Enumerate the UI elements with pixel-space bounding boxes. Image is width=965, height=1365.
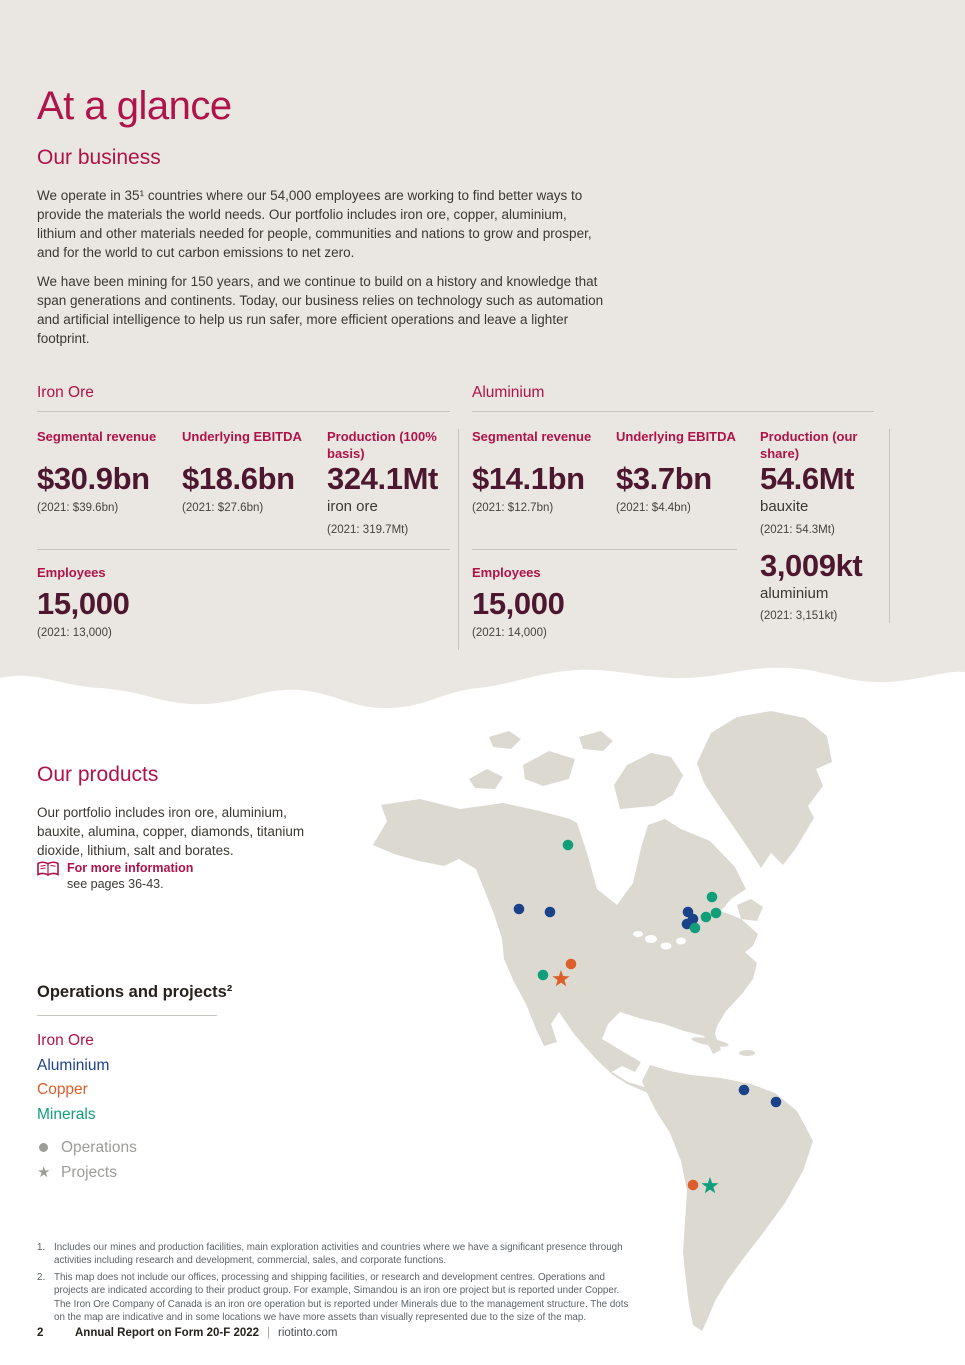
legend-item-copper: Copper <box>37 1081 88 1098</box>
map-marker-operation <box>688 1180 699 1191</box>
map-marker-operation <box>514 904 525 915</box>
business-paragraph-1: We operate in 35¹ countries where our 54,000 employees are working to find better ways to provide the materials the world needs. Our portfolio includes iron ore, copper, aluminium, lithium and other materials needed for people, communities and nations to grow and prosper, and for the world to cut carbon emissions to net zero. <box>37 188 592 261</box>
footer-divider: | <box>267 1327 271 1339</box>
info-link-pages: see pages 36-43. <box>67 876 164 891</box>
footnote-text: Includes our mines and production facilities, main exploration activities and countries where we have a significant presence through activities including research and development, commercial, sales, and corporate functions. <box>54 1242 623 1267</box>
map-marker-operation <box>707 892 718 903</box>
stat-label: Employees <box>472 565 541 580</box>
page-number: 2 <box>37 1327 44 1339</box>
map-marker-operation <box>701 912 712 923</box>
divider <box>472 549 737 550</box>
stat-note: (2021: 54.3Mt) <box>760 523 835 536</box>
stat-note: (2021: $39.6bn) <box>37 502 119 514</box>
stat-label: Employees <box>37 565 106 580</box>
stat-unit: aluminium <box>760 584 829 602</box>
aluminium-section-title: Aluminium <box>472 384 545 401</box>
page-title: At a glance <box>37 84 232 128</box>
legend-item-minerals: Minerals <box>37 1105 96 1123</box>
footnote-number: 2. <box>37 1272 46 1284</box>
stat-value: 324.1Mt <box>327 461 438 496</box>
aluminium-stat-revenue <box>472 429 604 514</box>
footnote-2 <box>37 1271 629 1324</box>
business-intro <box>37 186 604 357</box>
footnote-text: This map does not include our offices, processing and shipping facilities, or research and development centres. Operations and projects are indicated according to their product group. For example, Simandou is an iron ore project but is reported under Copper. The Iron Ore Company of Canada is an iron ore operation but is reported under Minerals due to the management structure. The dots on the map are indicative and in some locations we have more assets than visually represented due to the size of the map. <box>54 1272 629 1323</box>
stat-note: (2021: 3,151kt) <box>760 610 838 622</box>
stat-label: Production (100% basis) <box>327 429 437 461</box>
divider <box>458 429 459 650</box>
map-marker-operation <box>566 959 577 970</box>
marker-legend-operations <box>37 1135 137 1160</box>
map-marker-operation <box>690 923 701 934</box>
aluminium-stat-production <box>760 429 892 622</box>
stat-note: (2021: 14,000) <box>472 626 547 639</box>
products-heading: Our products <box>37 763 159 786</box>
divider <box>472 411 874 412</box>
stat-value: $30.9bn <box>37 461 150 496</box>
map-landmass <box>373 711 832 1331</box>
stat-value: 15,000 <box>37 585 130 621</box>
page-footer <box>37 1327 337 1339</box>
legend-item-aluminium: Aluminium <box>37 1056 110 1074</box>
map-marker-operation <box>771 1097 782 1108</box>
stat-label: Segmental revenue <box>37 429 157 444</box>
project-star-icon: ★ <box>37 1164 51 1181</box>
map-marker-operation <box>739 1085 750 1096</box>
stat-label: Underlying EBITDA <box>616 429 736 444</box>
footnotes <box>37 1241 629 1328</box>
divider <box>889 429 890 623</box>
stat-label: Production (our share) <box>760 429 858 461</box>
torn-edge-wave <box>0 656 965 716</box>
footnote-number: 1. <box>37 1242 46 1253</box>
stat-unit: iron ore <box>327 498 378 515</box>
stat-value: $18.6bn <box>182 461 295 496</box>
iron-ore-section-title: Iron Ore <box>37 384 94 401</box>
stat-value: $3.7bn <box>616 461 712 496</box>
stat-note: (2021: $27.6bn) <box>182 502 264 514</box>
legend-item-iron-ore: Iron Ore <box>37 1032 94 1049</box>
footnote-1 <box>37 1241 629 1267</box>
report-title: Annual Report on Form 20-F 2022 <box>75 1327 260 1339</box>
products-body: Our portfolio includes iron ore, aluminium, bauxite, alumina, copper, diamonds, titanium dioxide, lithium, salt and borates. <box>37 805 305 859</box>
stat-note: (2021: $4.4bn) <box>616 502 691 514</box>
open-book-icon <box>37 861 59 878</box>
marker-legend-label: Projects <box>61 1164 117 1181</box>
iron-ore-stat-employees <box>37 565 237 639</box>
map-marker-operation <box>711 908 722 919</box>
business-paragraph-2: We have been mining for 150 years, and we continue to build on a history and knowledge that span generations and continents. Today, our business relies on technology such as automation and artificial intelligence to help us run safer, more efficient operations and leave a lighter footprint. <box>37 273 604 347</box>
aluminium-stat-ebitda <box>616 429 748 514</box>
divider <box>37 549 450 550</box>
website-link[interactable]: riotinto.com <box>278 1327 338 1339</box>
iron-ore-stat-revenue <box>37 429 169 514</box>
marker-legend-projects <box>37 1160 137 1185</box>
stat-label: Underlying EBITDA <box>182 429 302 444</box>
iron-ore-stat-production <box>327 429 459 536</box>
map-marker-operation <box>563 840 574 851</box>
business-heading: Our business <box>37 146 161 169</box>
stat-value: $14.1bn <box>472 461 585 496</box>
stat-value: 54.6Mt <box>760 461 855 496</box>
divider <box>37 411 450 412</box>
product-legend <box>37 1029 109 1127</box>
aluminium-stat-employees <box>472 565 672 639</box>
info-link-label[interactable]: For more information <box>67 861 194 875</box>
operations-heading: Operations and projects² <box>37 983 233 1001</box>
marker-legend <box>37 1135 137 1185</box>
stat-note: (2021: 13,000) <box>37 626 112 639</box>
divider <box>37 1015 217 1016</box>
more-information-link[interactable] <box>37 861 193 892</box>
iron-ore-stat-ebitda <box>182 429 314 514</box>
stat-note: (2021: $12.7bn) <box>472 502 554 514</box>
marker-legend-label: Operations <box>61 1139 137 1156</box>
stat-value: 3,009kt <box>760 547 863 583</box>
stat-unit: bauxite <box>760 498 809 515</box>
map-marker-operation <box>545 907 556 918</box>
stat-label: Segmental revenue <box>472 429 592 444</box>
map-marker-operation <box>538 970 549 981</box>
stat-note: (2021: 319.7Mt) <box>327 523 409 536</box>
stat-value: 15,000 <box>472 585 565 621</box>
operation-dot-icon <box>39 1143 48 1152</box>
